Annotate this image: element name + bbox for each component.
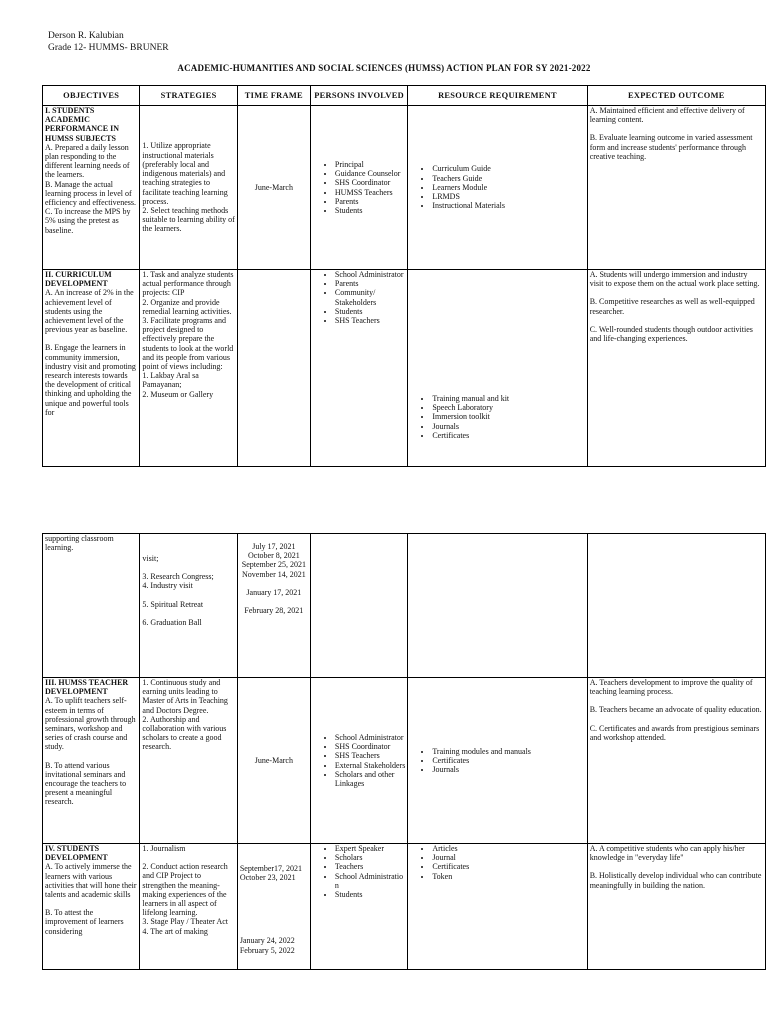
date-item: January 17, 2021 [246,587,302,597]
persons-cell [310,270,407,467]
time-frame-cell [237,534,310,678]
strategy-item: 5. Spiritual Retreat [142,599,204,609]
outcome-item: A. Students will undergo immersion and industry visit to expose them on the actual work place setting. [589,270,760,289]
strategy-item: 2. Authorship and collaboration with various scholars to create a good research. [142,714,227,752]
strategy-item: 1. Continuous study and earning units leading to Master of Arts in Teaching and Doctors Degree. [142,678,228,715]
outcome-item: B. Competitive researches as well as well-equipped researcher. [589,297,755,316]
table-row [43,534,766,678]
resource-item: • Journals [432,422,584,431]
action-plan-table-page-1 [42,85,766,467]
strategy-item: 3. Stage Play / Theater Act [142,917,229,927]
outcome-item: A. Maintained efficient and effective delivery of learning content. [589,106,745,125]
resources-list [410,747,584,775]
strategies-cell [140,844,237,970]
strategy-item: 6. Graduation Ball [142,617,202,627]
time-frame-cell [237,270,310,467]
person-item: • Scholars [335,853,405,862]
person-item: • External Stakeholders [335,761,405,770]
person-item: • SHS Coordinator [335,742,405,751]
resource-item: • Certificates [432,756,584,765]
strategy-item: 2. Select teaching methods suitable to learning ability of the learners. [142,205,235,234]
date-item: October 8, 2021 [247,551,300,561]
strategy-item: 2. Conduct action research and CIP Project to strengthen the meaning-making experiences of the learners in all aspect of lifelong learning. [142,862,228,918]
strategy-item: 2. Organize and provide remedial learning activities. [142,297,232,316]
resources-cell [408,534,587,678]
resource-item: • Immersion toolkit [432,412,584,421]
objective-item: B. Manage the actual learning process in level of efficiency and effectiveness. [45,179,136,208]
date-item: January 24, 2022 [239,936,295,946]
objective-item: A. To actively immerse the learners with various activities that will hone their talents and academic skills [45,862,137,900]
person-item: • Students [335,206,405,215]
table-row [43,844,766,970]
objective-heading: III. HUMSS TEACHER DEVELOPMENT [45,678,129,697]
date-item: September 25, 2021 [241,560,306,570]
resource-item: • Teachers Guide [432,174,584,183]
time-frame-cell: June-March [237,106,310,270]
strategy-item: 2. Museum or Gallery [142,389,214,399]
strategy-item: 4. The art of making [142,926,208,936]
strategy-item: visit; [142,554,159,563]
date-item: July 17, 2021 [252,542,296,551]
objective-item: B. To attest the improvement of learners considering [45,908,124,936]
objectives-cell [43,844,140,970]
column-header-strategies: STRATEGIES [140,86,237,106]
outcome-item: B. Holistically develop individual who can contribute meaningfully in building the nation. [589,871,762,890]
objective-item: A. Prepared a daily lesson plan responding to the different learning needs of the learners. [45,142,130,180]
outcome-cell [587,534,765,678]
date-item: February 5, 2022 [239,945,295,955]
objective-item: A. To uplift teachers self-esteem in terms of professional growth through seminars, workshop and series of crash course and study. [45,696,136,752]
objective-item: B. To attend various invitational seminars and encourage the teachers to present a meaningful research. [45,760,127,807]
resource-item: • Articles [432,844,584,853]
table-row [43,678,766,844]
grade-section: Grade 12- HUMMS- BRUNER [48,43,169,53]
person-item: • School Administrator [335,270,405,279]
resources-cell [408,106,587,270]
resource-item: • Curriculum Guide [432,164,584,173]
date-item: November 14, 2021 [241,569,306,579]
resource-item: • Speech Laboratory [432,403,584,412]
strategy-item: 3. Facilitate programs and project designed to effectively prepare the students to look at the world and its people from various point of views including: [142,316,234,372]
outcome-item: B. Evaluate learning outcome in varied assessment form and increase students' performance through creative teaching. [589,133,753,161]
person-item: • Teachers [335,862,405,871]
strategy-item: 1. Lakbay Aral sa Pamayanan; [142,371,199,390]
objectives-cell [43,678,140,844]
resources-cell [408,678,587,844]
resource-item: • Journal [432,853,584,862]
person-item: • Parents [335,279,405,288]
objective-item: B. Engage the learners in community immersion, industry visit and promoting research interests towards the development of critical thinking and upholding the unique and powerful tools for [45,343,136,417]
persons-list [313,733,405,788]
resources-list [410,164,584,210]
objective-heading: IV. STUDENTS DEVELOPMENT [45,844,108,863]
strategy-item: 3. Research Congress; [142,572,214,582]
objectives-cell [43,106,140,270]
person-item: • Parents [335,197,405,206]
persons-cell [310,678,407,844]
objective-item: A. An increase of 2% in the achievement level of students using the achievement level of the previous year as baseline. [45,288,134,335]
resource-item: • Certificates [432,862,584,871]
strategy-item: 1. Task and analyze students actual performance through projects: CIP [142,270,234,298]
person-item: • Principal [335,160,405,169]
strategies-cell [140,270,237,467]
objectives-cell: supporting classroom learning. [43,534,140,678]
resource-item: • Instructional Materials [432,201,584,210]
person-item: • Community/ Stakeholders [335,288,405,306]
outcome-item: B. Teachers became an advocate of quality education. [589,705,762,715]
table-row [43,106,766,270]
persons-list [313,844,405,899]
column-header-objectives: OBJECTIVES [43,86,140,106]
time-frame-cell: June-March [237,678,310,844]
date-item: February 28, 2021 [244,606,304,616]
person-item: • Students [335,890,405,899]
column-header-resource-requirement: RESOURCE REQUIREMENT [408,86,587,106]
person-item: • SHS Teachers [335,751,405,760]
objective-item: C. To increase the MPS by 5% using the pretest as baseline. [45,207,131,235]
person-item: • Expert Speaker [335,844,405,853]
outcome-cell [587,678,765,844]
outcome-item: C. Well-rounded students though outdoor activities and life-changing experiences. [589,324,753,344]
outcome-cell [587,106,765,270]
outcome-item: C. Certificates and awards from prestigious seminars and workshop attended. [589,723,760,742]
resource-item: • Token [432,872,584,881]
strategy-item: 4. Industry visit [142,581,193,591]
resource-item: • Training modules and manuals [432,747,584,756]
resources-cell [408,270,587,467]
persons-cell [310,106,407,270]
document-title: ACADEMIC-HUMANITIES AND SOCIAL SCIENCES (HUMSS) ACTION PLAN FOR SY 2021-2022 [177,63,591,73]
persons-list [313,270,405,325]
date-item: September17, 2021 [239,864,303,873]
person-item: • Students [335,307,405,316]
outcome-cell [587,844,765,970]
objectives-cell [43,270,140,467]
column-header-expected-outcome: EXPECTED OUTCOME [587,86,765,106]
resource-item: • Learners Module [432,183,584,192]
outcome-item: A. Teachers development to improve the quality of teaching learning process. [589,678,753,697]
outcome-item: A. A competitive students who can apply his/her knowledge in "everyday life" [589,844,745,863]
outcome-cell [587,270,765,467]
person-item: • SHS Teachers [335,316,405,325]
strategy-item: 1. Utilize appropriate instructional materials (preferably local and indigenous materials) and teaching strategies to facilitate teaching learning process. [142,141,228,206]
person-item: • Scholars and other Linkages [335,770,405,788]
time-frame-cell [237,844,310,970]
person-item: • School Administratio n [335,872,405,890]
persons-cell [310,534,407,678]
column-header-time-frame: TIME FRAME [237,86,310,106]
column-header-persons-involved: PERSONS INVOLVED [310,86,407,106]
resources-list [410,394,584,440]
person-item: • Guidance Counselor [335,169,405,178]
person-item: • HUMSS Teachers [335,188,405,197]
persons-cell [310,844,407,970]
person-item: • School Administrator [335,733,405,742]
resources-list [410,844,584,881]
persons-list [313,160,405,215]
objective-heading: II. CURRICULUM DEVELOPMENT [45,270,112,289]
resource-item: • LRMDS [432,192,584,201]
date-item: October 23, 2021 [239,873,296,883]
strategy-item: 1. Journalism [142,844,186,853]
objective-heading: I. STUDENTS ACADEMIC PERFORMANCE IN HUMSS SUBJECTS [45,106,119,143]
strategies-cell [140,106,237,270]
table-row [43,270,766,467]
resource-item: • Journals [432,765,584,774]
person-item: • SHS Coordinator [335,178,405,187]
strategies-cell [140,678,237,844]
resource-item: • Training manual and kit [432,394,584,403]
action-plan-table-page-2 [42,533,766,970]
strategies-cell [140,534,237,678]
author-name: Derson R. Kalubian [48,31,124,41]
resources-cell [408,844,587,970]
resource-item: • Certificates [432,431,584,440]
table-header-row [43,86,766,106]
